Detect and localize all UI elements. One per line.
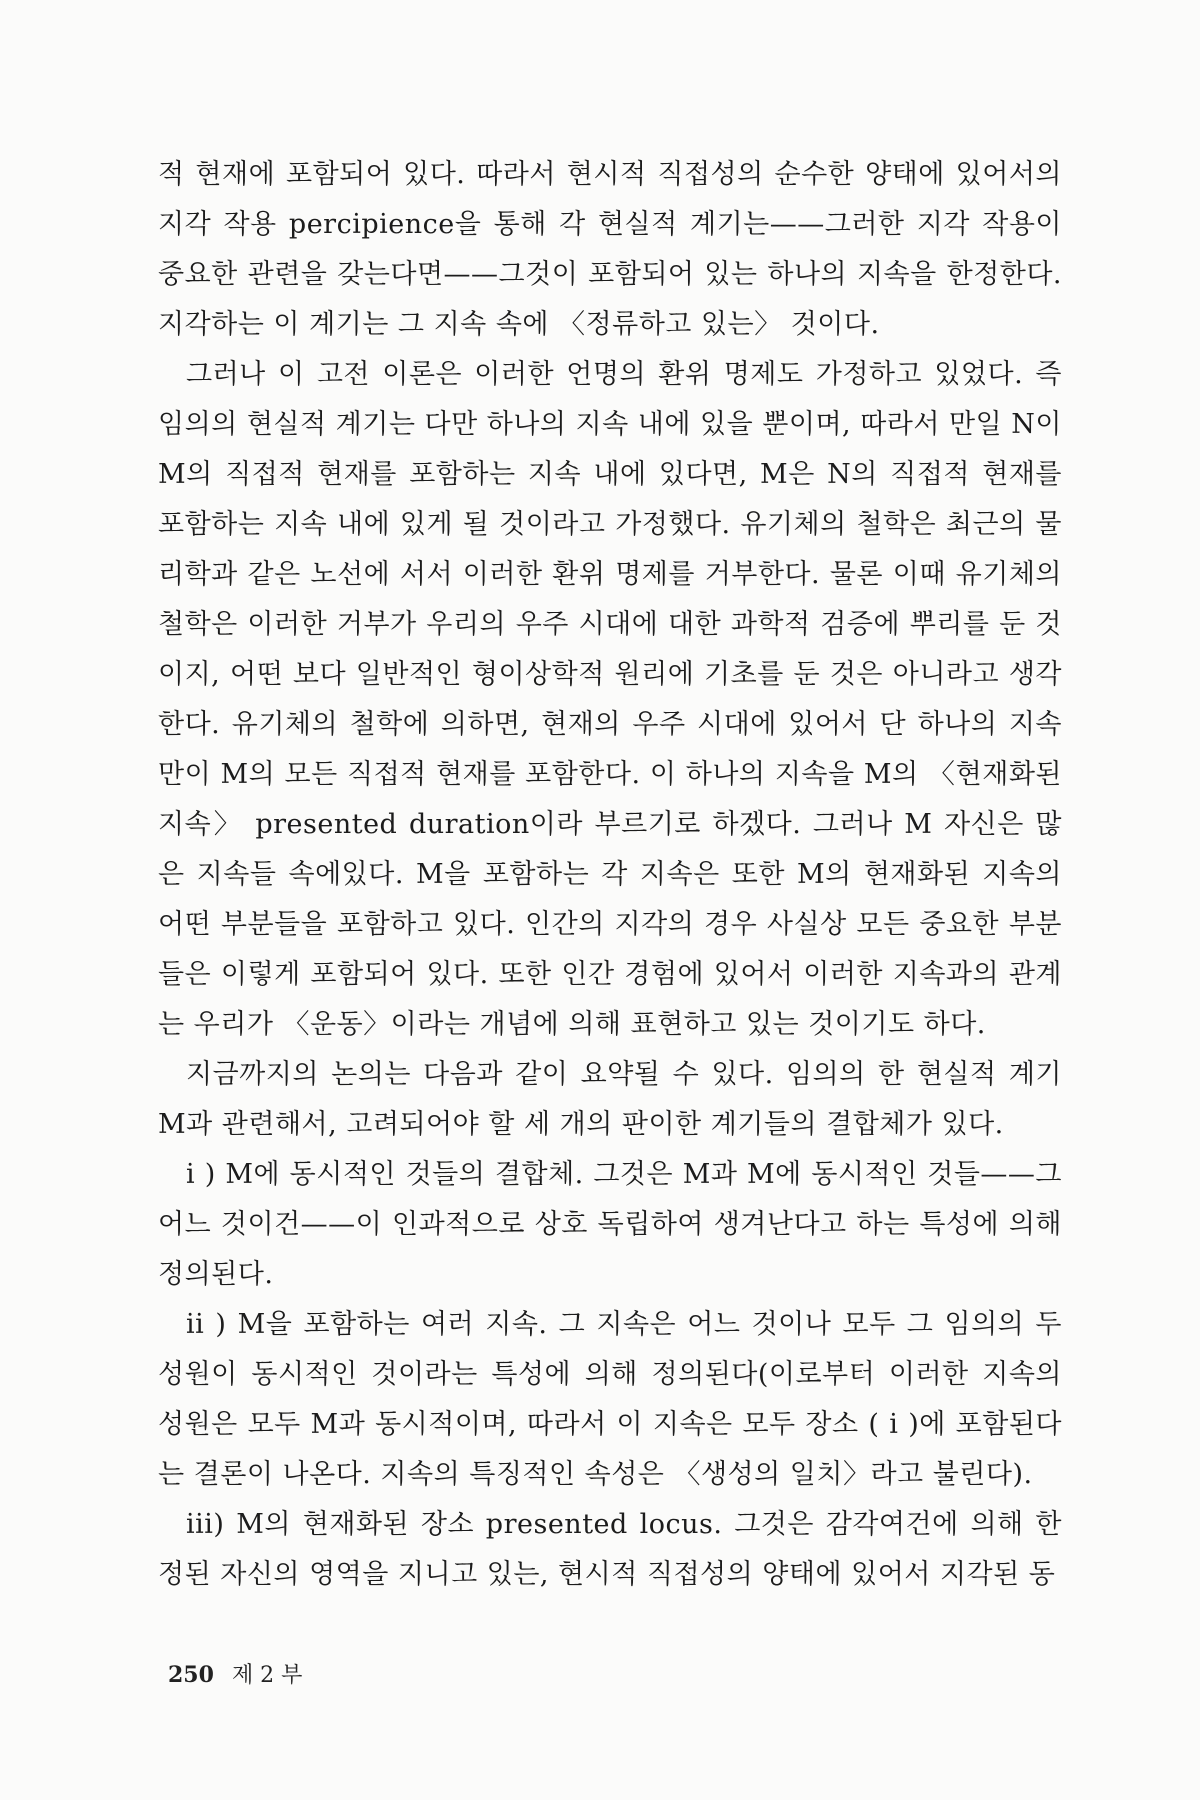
page-number: 250 <box>168 1662 214 1688</box>
list-item-i: i ) M에 동시적인 것들의 결합체. 그것은 M과 M에 동시적인 것들——그 어느 것이건——이 인과적으로 상호 독립하여 생겨난다고 하는 특성에 의해 정의된다. <box>158 1159 1062 1290</box>
section-label: 제 2 부 <box>231 1663 303 1688</box>
paragraph-summary: 지금까지의 논의는 다음과 같이 요약될 수 있다. 임의의 한 현실적 계기 M과 관련해서, 고려되어야 할 세 개의 판이한 계기들의 결합체가 있다. <box>158 1059 1062 1140</box>
paragraph-continuation: 적 현재에 포함되어 있다. 따라서 현시적 직접성의 순수한 양태에 있어서의 지각 작용 percipience을 통해 각 현실적 계기는——그러한 지각 작용이 중요한 관련을 갖는다면——그것이 포함되어 있는 하나의 지속을 한정한다. 지각하는 이 계기는 그 지속 속에 〈정류하고 있는〉 것이다. <box>158 159 1062 340</box>
list-item-ii: ii ) M을 포함하는 여러 지속. 그 지속은 어느 것이나 모두 그 임의의 두 성원이 동시적인 것이라는 특성에 의해 정의된다(이로부터 이러한 지속의 성원은 모두 M과 동시적이며, 따라서 이 지속은 모두 장소 ( i )에 포함된다는 결론이 나온다. 지속의 특징적인 속성은 〈생성의 일치〉라고 불린다). <box>158 1309 1062 1490</box>
page-footer <box>168 1658 302 1689</box>
body-text <box>158 150 1062 1600</box>
list-item-iii: iii) M의 현재화된 장소 presented locus. 그것은 감각여건에 의해 한정된 자신의 영역을 지니고 있는, 현시적 직접성의 양태에 있어서 지각된 동 <box>158 1509 1062 1590</box>
paragraph-classic-theory: 그러나 이 고전 이론은 이러한 언명의 환위 명제도 가정하고 있었다. 즉 임의의 현실적 계기는 다만 하나의 지속 내에 있을 뿐이며, 따라서 만일 N이 M의 직접적 현재를 포함하는 지속 내에 있다면, M은 N의 직접적 현재를 포함하는 지속 내에 있게 될 것이라고 가정했다. 유기체의 철학은 최근의 물리학과 같은 노선에 서서 이러한 환위 명제를 거부한다. 물론 이때 유기체의 철학은 이러한 거부가 우리의 우주 시대에 대한 과학적 검증에 뿌리를 둔 것이지, 어떤 보다 일반적인 형이상학적 원리에 기초를 둔 것은 아니라고 생각한다. 유기체의 철학에 의하면, 현재의 우주 시대에 있어서 단 하나의 지속만이 M의 모든 직접적 현재를 포함한다. 이 하나의 지속을 M의 〈현재화된 지속〉 presented duration이라 부르기로 하겠다. 그러나 M 자신은 많은 지속들 속에있다. M을 포함하는 각 지속은 또한 M의 현재화된 지속의 어떤 부분들을 포함하고 있다. 인간의 지각의 경우 사실상 모든 중요한 부분들은 이렇게 포함되어 있다. 또한 인간 경험에 있어서 이러한 지속과의 관계는 우리가 〈운동〉이라는 개념에 의해 표현하고 있는 것이기도 하다. <box>158 359 1062 1040</box>
